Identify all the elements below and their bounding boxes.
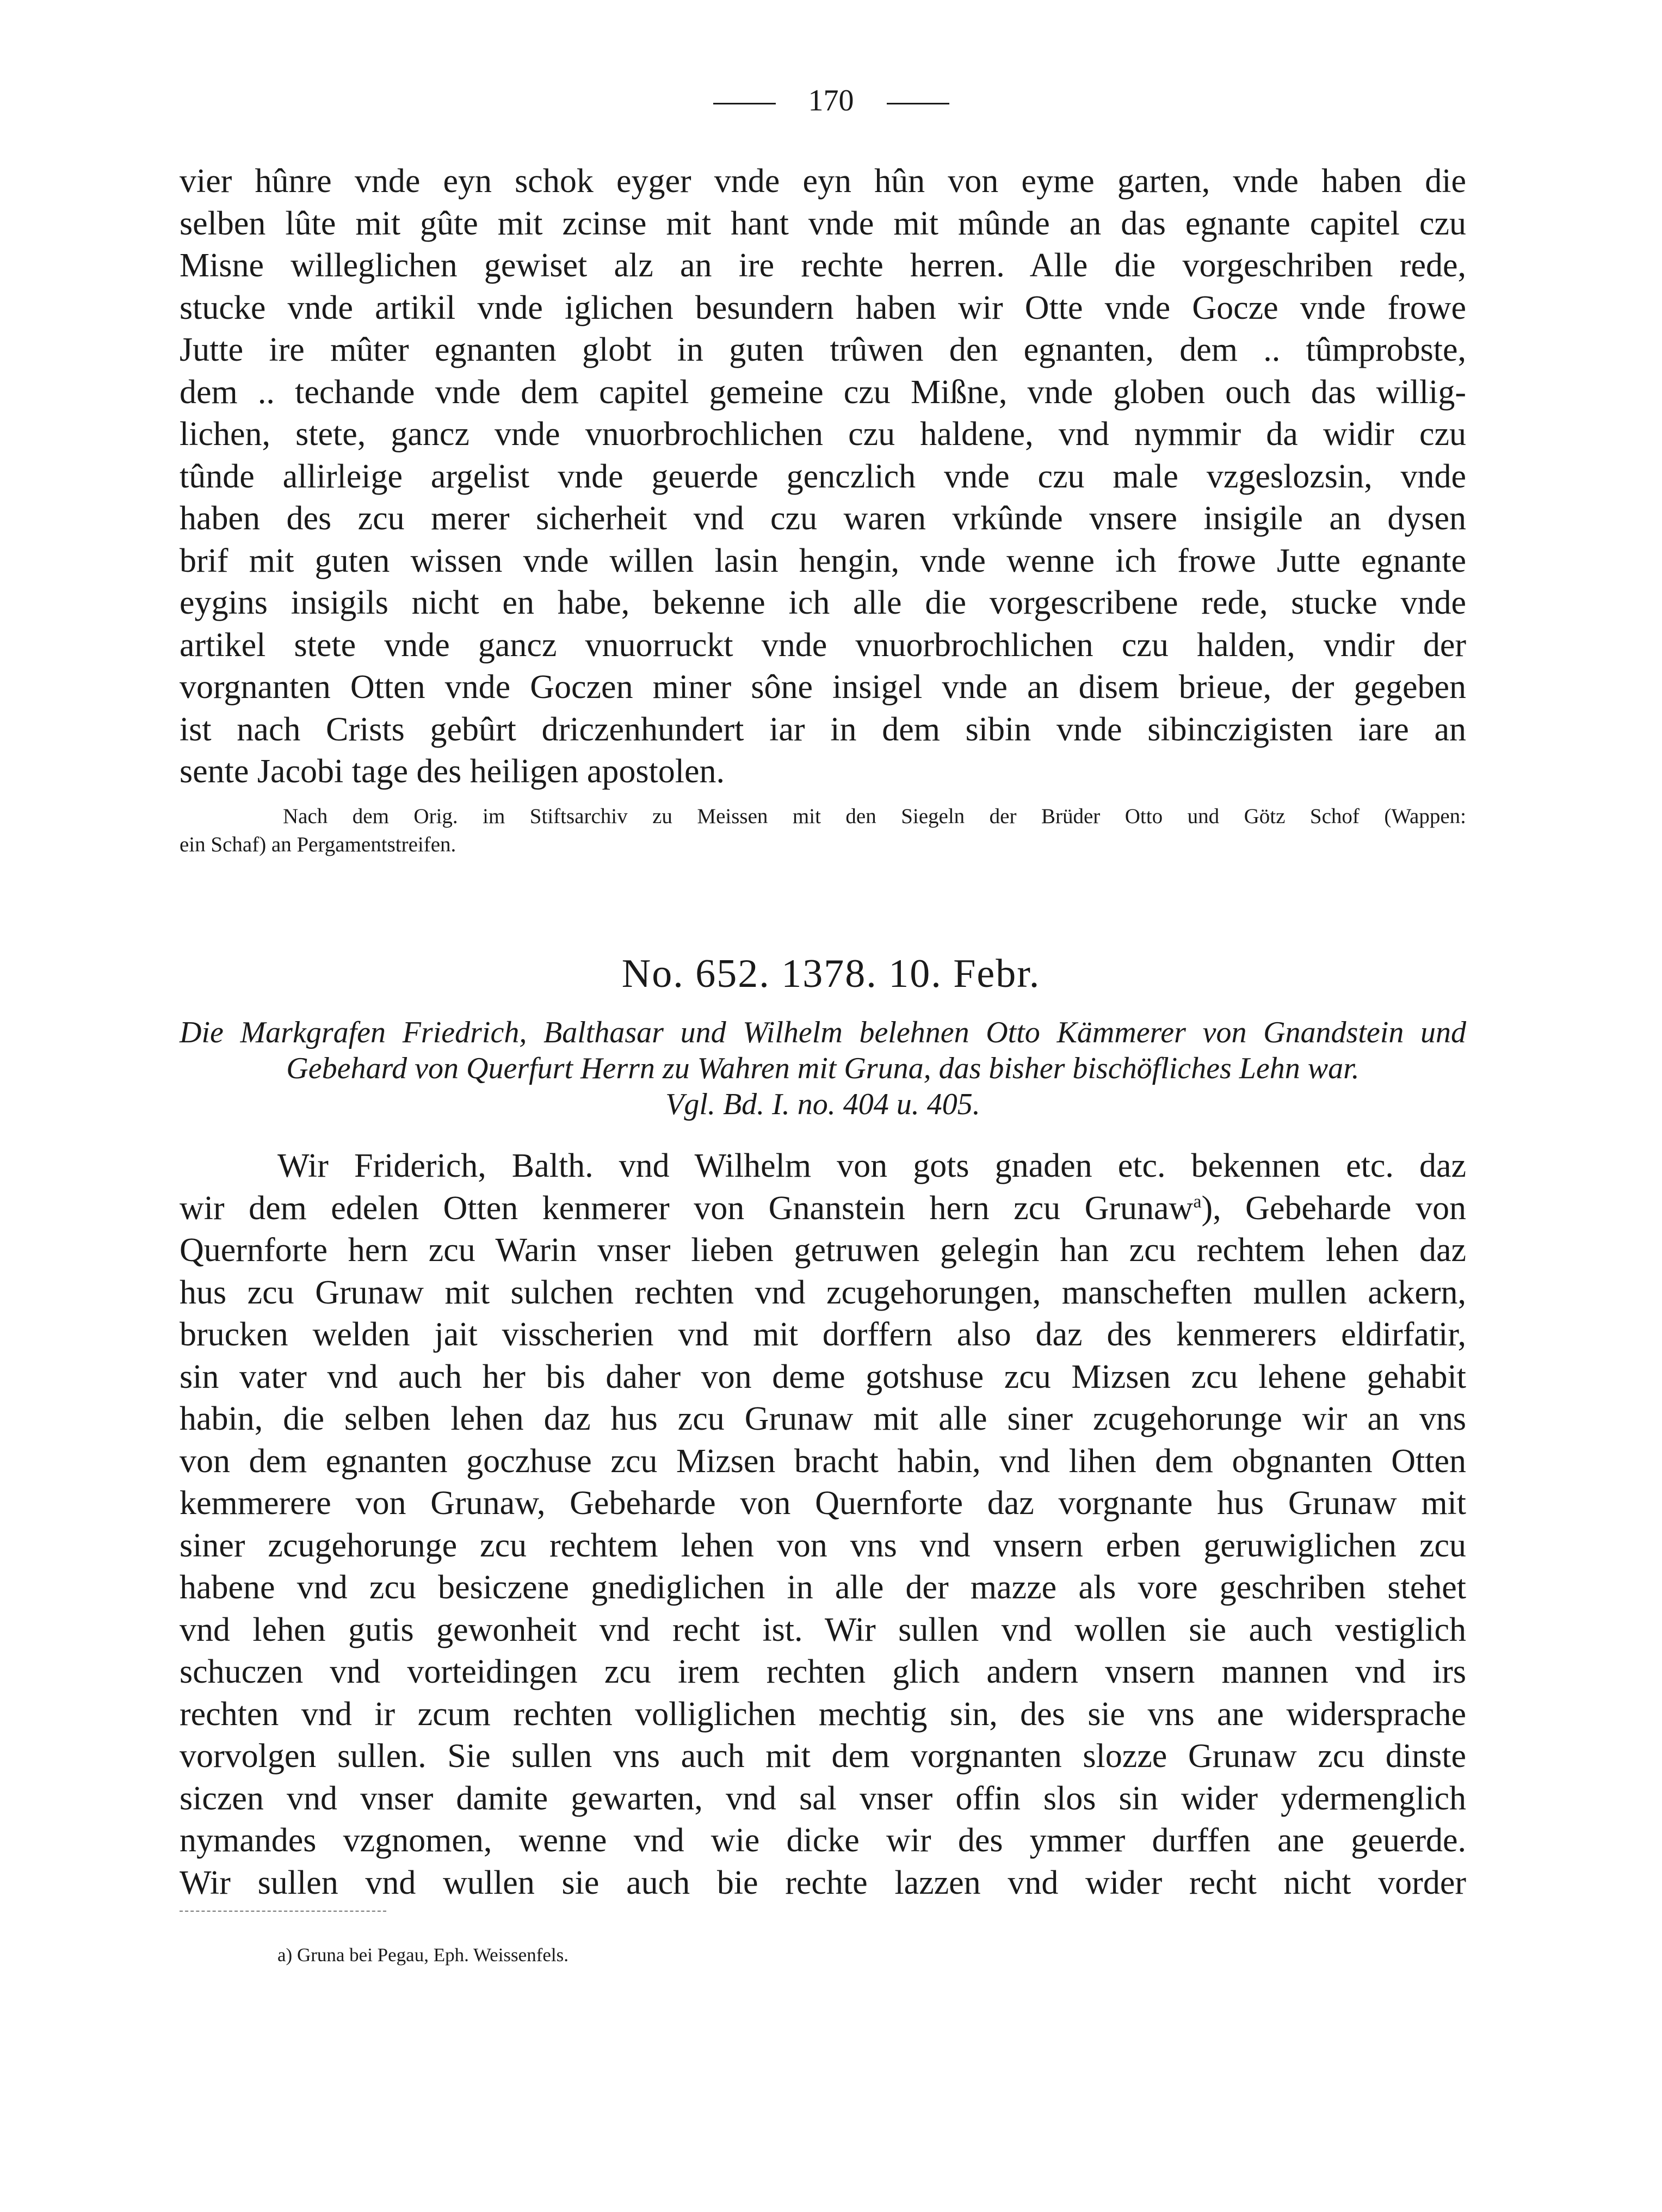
summary-line: Gebehard von Querfurt Herrn zu Wahren mit Gruna, das bisher bischöfliches Lehn war. [286,1052,1360,1085]
text-line: sin vater vnd auch her bis daher von deme gotshuse zcu Mizsen zcu lehene gehabit [180,1358,1466,1395]
text-line: Jutte ire mûter egnanten globt in guten trûwen den egnanten, dem .. tûmprobste, [180,331,1466,368]
text-line: Misne willeglichen gewiset alz an ire rechte herren. Alle die vorgeschriben rede, [180,247,1466,284]
text-line: habin, die selben lehen daz hus zcu Grunaw mit alle siner zcugehorunge wir an vns [180,1400,1466,1437]
document-body [180,1145,1466,1904]
text-line: Quernforte hern zcu Warin vnser lieben getruwen gelegin han zcu rechtem lehen daz [180,1232,1466,1269]
text-line: hus zcu Grunaw mit sulchen rechten vnd zcugehorungen, manscheften mullen ackern, [180,1274,1466,1311]
text-line: tûnde allirleige argelist vnde geuerde genczlich vnde czu male vzgeslozsin, vnde [180,458,1466,495]
summary-line: Vgl. Bd. I. no. 404 u. 405. [665,1088,980,1121]
text-line: vorvolgen sullen. Sie sullen vns auch mit dem vorgnanten slozze Grunaw zcu dinste [180,1738,1466,1775]
page-header [0,82,1662,120]
text-line: ist nach Crists gebûrt driczenhundert iar in dem sibin vnde sibinczigisten iare an [180,710,1466,748]
summary-line: Die Markgrafen Friedrich, Balthasar und Wilhelm belehnen Otto Kämmerer von Gnandstein und [180,1016,1466,1049]
text-line: eygins insigils nicht en habe, bekenne ich alle die vorgescribene rede, stucke vnde [180,584,1466,621]
document-title: No. 652. 1378. 10. Febr. [621,951,1041,996]
text-line: rechten vnd ir zcum rechten volliglichen mechtig sin, des sie vns ane widersprache [180,1695,1466,1733]
header-rule-left [713,103,776,104]
text-line: dem .. techande vnde dem capitel gemeine czu Mißne, vnde globen ouch das willig- [180,373,1466,411]
text-line: lichen, stete, gancz vnde vnuorbrochlichen czu haldene, vnd nymmir da widir czu [180,416,1466,453]
source-note-line: ein Schaf) an Pergamentstreifen. [180,833,456,856]
text-line: sente Jacobi tage des heiligen apostolen. [180,753,725,790]
previous-document-text [180,160,1466,793]
text-line: Wir Friderich, Balth. vnd Wilhelm von gots gnaden etc. bekennen etc. daz [277,1147,1466,1184]
text-line: schuczen vnd vorteidingen zcu irem rechten glich andern vnsern mannen vnd irs [180,1653,1466,1690]
text-line: siczen vnd vnser damite gewarten, vnd sal vnser offin slos sin wider ydermenglich [180,1780,1466,1817]
text-line: vier hûnre vnde eyn schok eyger vnde eyn hûn von eyme garten, vnde haben die [180,163,1466,200]
text-line: selben lûte mit gûte mit zcinse mit hant vnde mit mûnde an das egnante capitel czu [180,205,1466,242]
footnote-marker: a [1193,1191,1202,1212]
source-note-line: Nach dem Orig. im Stiftsarchiv zu Meissen mit den Siegeln der Brüder Otto und Götz Schof (Wappen: [283,805,1466,828]
text-line: vnd lehen gutis gewonheit vnd recht ist. Wir sullen vnd wollen sie auch vestiglich [180,1611,1466,1648]
text-fragment: ), Gebeharde von [1201,1189,1466,1227]
footnote-separator [180,1911,386,1912]
text-line: habene vnd zcu besiczene gnediglichen in alle der mazze als vore geschriben stehet [180,1569,1466,1606]
text-line: Wir sullen vnd wullen sie auch bie rechte lazzen vnd wider recht nicht vorder [180,1864,1466,1901]
text-line: siner zcugehorunge zcu rechtem lehen von vns vnd vnsern erben geruwiglichen zcu [180,1527,1466,1564]
source-note [180,802,1466,859]
text-line: stucke vnde artikil vnde iglichen besundern haben wir Otte vnde Gocze vnde frowe [180,289,1466,326]
header-rule-right [887,103,949,104]
text-line: nymandes vzgnomen, wenne vnd wie dicke wir des ymmer durffen ane geuerde. [180,1822,1466,1859]
text-line: kemmerere von Grunaw, Gebeharde von Quernforte daz vorgnante hus Grunaw mit [180,1485,1466,1522]
text-line: von dem egnanten goczhuse zcu Mizsen bracht habin, vnd lihen dem obgnanten Otten [180,1442,1466,1480]
footnote: a) Gruna bei Pegau, Eph. Weissenfels. [277,1944,569,1966]
text-line: haben des zcu merer sicherheit vnd czu waren vrkûnde vnsere insigile an dysen [180,500,1466,537]
page-number: 170 [808,84,854,118]
text-fragment: wir dem edelen Otten kenmerer von Gnanstein hern zcu Grunaw [180,1189,1194,1227]
text-line-with-footnote [180,1188,1466,1230]
text-line: brucken welden jait visscherien vnd mit dorffern also daz des kenmerers eldirfatir, [180,1316,1466,1353]
text-line: brif mit guten wissen vnde willen lasin hengin, vnde wenne ich frowe Jutte egnante [180,542,1466,579]
text-line: artikel stete vnde gancz vnuorruckt vnde vnuorbrochlichen czu halden, vndir der [180,626,1466,664]
document-summary [180,1015,1466,1122]
text-line: vorgnanten Otten vnde Goczen miner sône insigel vnde an disem brieue, der gegeben [180,669,1466,706]
